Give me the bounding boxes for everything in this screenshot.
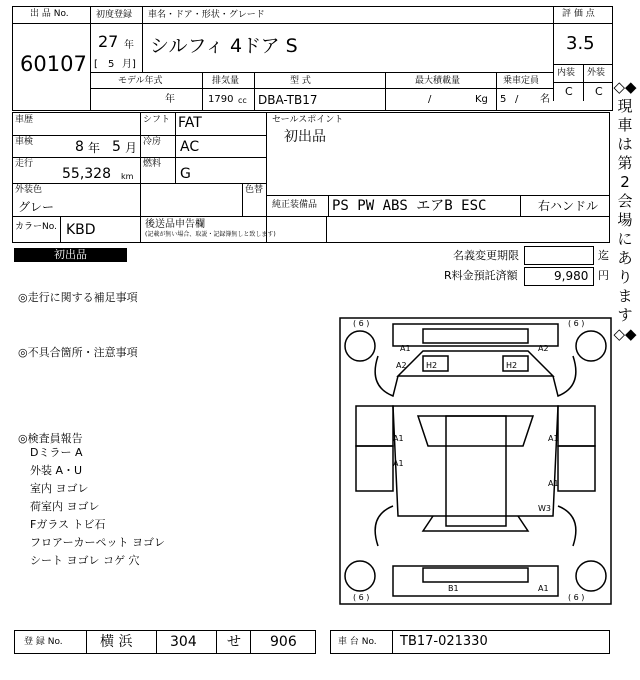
damage-mark: A1 bbox=[400, 344, 411, 353]
inspector-line: Fガラス トビ石 bbox=[30, 518, 106, 531]
interior-label: 内装 bbox=[557, 68, 576, 78]
equipment-label: 純正装備品 bbox=[272, 200, 318, 210]
damage-mark: H2 bbox=[426, 361, 438, 370]
exterior-label: 外装 bbox=[587, 68, 606, 78]
first-reg-month: 5 bbox=[108, 59, 115, 70]
max-load-label: 最大積載量 bbox=[415, 76, 461, 86]
month-bracket: [ bbox=[94, 59, 98, 70]
model-year-label: モデル年式 bbox=[118, 76, 163, 86]
shift: FAT bbox=[178, 115, 202, 131]
lot-no-label: 出 品 No. bbox=[30, 9, 69, 19]
plate-label: 登 録 No. bbox=[24, 637, 63, 647]
inspection-month: 5 bbox=[112, 139, 121, 155]
capacity-sep: / bbox=[515, 94, 519, 105]
recycle-unit: 円 bbox=[598, 269, 609, 282]
type-label: 型 式 bbox=[290, 76, 311, 86]
sales-point-label: セールスポイント bbox=[272, 115, 344, 125]
damage-mark: B1 bbox=[448, 584, 459, 593]
inspector-line: Dミラー A bbox=[30, 446, 83, 459]
corner-label: ( 6 ) bbox=[568, 319, 585, 328]
name-change-label: 名義変更期限 bbox=[453, 249, 519, 262]
exterior-color-label: 外装色 bbox=[15, 185, 43, 195]
damage-mark: A1 bbox=[548, 479, 559, 488]
location-notice: ◇◆現車は第2会場にあります◇◆ bbox=[613, 78, 637, 343]
damage-mark: A2 bbox=[396, 361, 407, 370]
shift-label: シフト bbox=[143, 115, 171, 125]
damage-mark: H2 bbox=[506, 361, 518, 370]
inspector-line: 外装 A・U bbox=[30, 464, 83, 477]
equipment: PS PW ABS エアB ESC bbox=[332, 198, 487, 214]
history-label: 車歴 bbox=[15, 115, 34, 125]
handle: 右ハンドル bbox=[538, 199, 599, 213]
recycle: 9,980 bbox=[554, 269, 589, 283]
recycle-label: R料金預託済額 bbox=[444, 269, 518, 282]
type: DBA-TB17 bbox=[258, 93, 318, 107]
inspection-year-unit: 年 bbox=[88, 141, 101, 155]
ac-label: 冷房 bbox=[143, 137, 162, 147]
max-load-unit: Kg bbox=[475, 94, 488, 105]
plate-class: 304 bbox=[170, 634, 197, 650]
grade-label: 評 価 点 bbox=[562, 9, 595, 19]
plate-number: 906 bbox=[270, 634, 297, 650]
max-load-slash: / bbox=[428, 94, 432, 105]
first-listing-banner: 初出品 bbox=[14, 248, 127, 262]
inspector-line: シート ヨゴレ コゲ 穴 bbox=[30, 554, 140, 567]
first-reg-year: 27 bbox=[98, 32, 119, 51]
capacity-unit: 名 bbox=[540, 94, 550, 105]
fuel-label: 燃料 bbox=[143, 159, 162, 169]
name-change-unit: 迄 bbox=[598, 249, 609, 262]
plate-kana: せ bbox=[227, 634, 241, 650]
displacement-label: 排気量 bbox=[212, 76, 240, 86]
exterior-color: グレー bbox=[18, 200, 55, 214]
inspector-label: ◎検査員報告 bbox=[18, 432, 83, 445]
month-unit: 月] bbox=[122, 59, 136, 70]
damage-mark: A1 bbox=[393, 459, 404, 468]
color-no: KBD bbox=[66, 222, 96, 238]
color-no-label: カラーNo. bbox=[15, 222, 57, 232]
mileage: 55,328 bbox=[62, 166, 111, 182]
model-year-unit: 年 bbox=[165, 94, 175, 105]
grade: 3.5 bbox=[566, 33, 595, 54]
plate-region: 横 浜 bbox=[100, 634, 133, 650]
exterior-grade: C bbox=[595, 85, 603, 98]
first-reg-label: 初度登録 bbox=[96, 10, 133, 20]
car-name-label: 車名・ドア・形状・グレード bbox=[148, 10, 265, 20]
corner-label: ( 6 ) bbox=[353, 319, 370, 328]
damage-mark: A1 bbox=[538, 584, 549, 593]
sales-point: 初出品 bbox=[284, 129, 326, 145]
defects-label: ◎不具合箇所・注意事項 bbox=[18, 346, 138, 359]
corner-label: ( 6 ) bbox=[353, 593, 370, 602]
name-change-box bbox=[524, 246, 594, 265]
inspector-line: 荷室内 ヨゴレ bbox=[30, 500, 100, 513]
docs-note: (記載が無い場合、取説・記録簿無しと致します) bbox=[145, 231, 276, 238]
mileage-label: 走行 bbox=[15, 159, 34, 169]
recolor-label: 色替 bbox=[245, 185, 264, 195]
damage-mark: A1 bbox=[548, 434, 559, 443]
year-unit: 年 bbox=[124, 40, 134, 51]
car-name: シルフィ 4ドア S bbox=[150, 35, 298, 57]
lot-no: 60107 bbox=[20, 52, 87, 76]
supplement-label: ◎走行に関する補足事項 bbox=[18, 291, 138, 304]
damage-mark: A2 bbox=[538, 344, 549, 353]
displacement-unit: cc bbox=[238, 96, 247, 105]
docs-label: 後送品申告欄 bbox=[145, 219, 205, 230]
inspection-month-unit: 月 bbox=[125, 141, 138, 155]
chassis: TB17-021330 bbox=[400, 634, 488, 649]
inspection-year: 8 bbox=[75, 139, 84, 155]
interior-grade: C bbox=[565, 85, 573, 98]
damage-mark: A1 bbox=[393, 434, 404, 443]
chassis-label: 車 台 No. bbox=[338, 637, 377, 647]
inspector-line: 室内 ヨゴレ bbox=[30, 482, 89, 495]
corner-label: ( 6 ) bbox=[568, 593, 585, 602]
car-damage-diagram bbox=[338, 316, 613, 606]
displacement: 1790 bbox=[208, 94, 234, 105]
capacity: 5 bbox=[500, 94, 507, 105]
inspection-label: 車検 bbox=[15, 137, 34, 147]
mileage-unit: km bbox=[121, 172, 134, 181]
capacity-label: 乗車定員 bbox=[503, 76, 540, 86]
ac: AC bbox=[180, 139, 200, 155]
inspector-line: フロアーカーペット ヨゴレ bbox=[30, 536, 165, 549]
fuel: G bbox=[180, 166, 191, 182]
damage-mark: W3 bbox=[538, 504, 551, 513]
